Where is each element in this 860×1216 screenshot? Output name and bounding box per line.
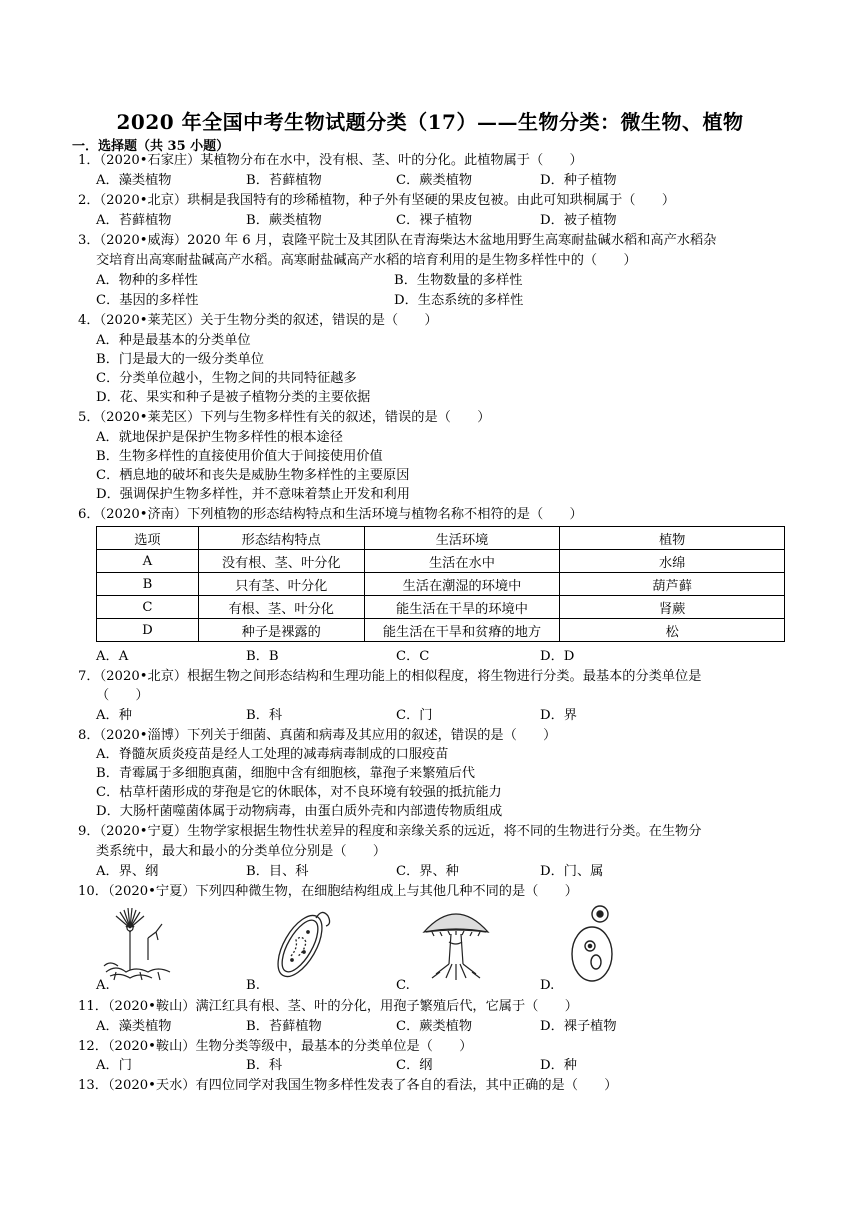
- option-a: A．种: [96, 708, 132, 723]
- option-a: A．苔藓植物: [96, 213, 172, 228]
- figure-label-b: B.: [246, 978, 260, 993]
- option-d: D．裸子植物: [540, 1019, 617, 1034]
- table-cell: 能生活在干旱的环境中: [364, 596, 560, 619]
- option-a: A．门: [96, 1058, 132, 1073]
- question-10-stem: 10．（2020•宁夏）下列四种微生物，在细胞结构组成上与其他几种不同的是（ ）: [78, 884, 578, 899]
- option-a: A．种是最基本的分类单位: [96, 333, 251, 348]
- table-cell: 葫芦藓: [560, 573, 785, 596]
- option-c: C．栖息地的破坏和丧失是威胁生物多样性的主要原因: [96, 468, 410, 483]
- question-9-stem-line2: 类系统中，最大和最小的分类单位分别是（ ）: [96, 844, 387, 859]
- question-7-stem-line2: （ ）: [96, 688, 149, 703]
- question-8-stem: 8．（2020•淄博）下列关于细菌、真菌和病毒及其应用的叙述，错误的是（ ）: [78, 728, 557, 743]
- figure-label-d: D.: [540, 978, 555, 993]
- table-cell: 肾蕨: [560, 596, 785, 619]
- option-b: B．苔藓植物: [246, 173, 322, 188]
- table-row: [97, 550, 785, 573]
- question-6-stem: 6．（2020•济南）下列植物的形态结构特点和生活环境与植物名称不相符的是（ ）: [78, 507, 583, 522]
- option-c: C．基因的多样性: [96, 293, 199, 308]
- table-cell: A: [97, 550, 199, 573]
- option-a: A．界、纲: [96, 864, 159, 879]
- option-b: B．门是最大的一级分类单位: [96, 352, 264, 367]
- option-c: C．C: [396, 649, 430, 664]
- table-header-row: [97, 527, 785, 550]
- option-d: D．种子植物: [540, 173, 617, 188]
- question-3-stem-line2: 交培育出高寒耐盐碱高产水稻。高寒耐盐碱高产水稻的培育利用的是生物多样性中的（ ）: [96, 253, 637, 268]
- table-header-cell: 形态结构特点: [198, 527, 364, 550]
- option-c: C．纲: [396, 1058, 433, 1073]
- table-header-cell: 选项: [97, 527, 199, 550]
- question-9-stem-line1: 9．（2020•宁夏）生物学家根据生物性状差异的程度和亲缘关系的远近，将不同的生物进行分类。在生物分: [78, 824, 702, 839]
- option-d: D．生态系统的多样性: [394, 293, 524, 308]
- option-b: B．生物数量的多样性: [394, 273, 523, 288]
- option-d: D．种: [540, 1058, 577, 1073]
- table-cell: 生活在潮湿的环境中: [364, 573, 560, 596]
- table-row: [97, 619, 785, 642]
- option-d: D．界: [540, 708, 577, 723]
- option-b: B．科: [246, 1058, 283, 1073]
- table-cell: 有根、茎、叶分化: [198, 596, 364, 619]
- table-header-cell: 植物: [560, 527, 785, 550]
- figure-label-c: C.: [396, 978, 410, 993]
- table-cell: 水绵: [560, 550, 785, 573]
- figure-c: [396, 902, 526, 994]
- document-title: 2020 年全国中考生物试题分类（17）——生物分类：微生物、植物: [116, 110, 744, 134]
- table-cell: 能生活在干旱和贫瘠的地方: [364, 619, 560, 642]
- table-cell: 种子是裸露的: [198, 619, 364, 642]
- question-2-stem: 2．（2020•北京）珙桐是我国特有的珍稀植物，种子外有坚硬的果皮包被。由此可知珙桐属于（ ）: [78, 193, 676, 208]
- question-7-stem-line1: 7．（2020•北京）根据生物之间形态结构和生理功能上的相似程度，将生物进行分类。最基本的分类单位是: [78, 669, 702, 684]
- table-header-cell: 生活环境: [364, 527, 560, 550]
- option-d: D．大肠杆菌噬菌体属于动物病毒，由蛋白质外壳和内部遗传物质组成: [96, 804, 503, 819]
- table-row: [97, 596, 785, 619]
- mushroom-icon: [396, 902, 516, 982]
- option-c: C．蕨类植物: [396, 173, 473, 188]
- option-c: C．裸子植物: [396, 213, 473, 228]
- figure-a: [96, 902, 206, 994]
- option-a: A．藻类植物: [96, 173, 172, 188]
- option-a: A．就地保护是保护生物多样性的根本途径: [96, 430, 343, 445]
- option-a: A．物种的多样性: [96, 273, 198, 288]
- question-5-stem: 5．（2020•莱芜区）下列与生物多样性有关的叙述，错误的是（ ）: [78, 410, 491, 425]
- table-row: [97, 573, 785, 596]
- table-cell: 生活在水中: [364, 550, 560, 573]
- option-b: B．科: [246, 708, 283, 723]
- option-a: A．藻类植物: [96, 1019, 172, 1034]
- figure-b: [246, 902, 366, 994]
- figure-label-a: A.: [96, 978, 110, 993]
- section-heading: 一．选择题（共 35 小题）: [72, 139, 230, 154]
- question-4-stem: 4．（2020•莱芜区）关于生物分类的叙述，错误的是（ ）: [78, 313, 438, 328]
- option-d: D．花、果实和种子是被子植物分类的主要依据: [96, 390, 371, 405]
- option-a: A．A: [96, 649, 129, 664]
- option-b: B．生物多样性的直接使用价值大于间接使用价值: [96, 449, 383, 464]
- question-6-table: [96, 526, 785, 642]
- question-10-figures: [96, 902, 785, 994]
- option-b: B．青霉属于多细胞真菌，细胞中含有细胞核，靠孢子来繁殖后代: [96, 766, 475, 781]
- option-a: A．脊髓灰质炎疫苗是经人工处理的减毒病毒制成的口服疫苗: [96, 747, 449, 762]
- option-d: D．强调保护生物多样性，并不意味着禁止开发和利用: [96, 487, 410, 502]
- question-1-stem: 1．（2020•石家庄）某植物分布在水中，没有根、茎、叶的分化。此植物属于（ ）: [78, 153, 583, 168]
- table-cell: B: [97, 573, 199, 596]
- table-cell: C: [97, 596, 199, 619]
- option-c: C．门: [396, 708, 433, 723]
- option-c: C．枯草杆菌形成的芽孢是它的休眠体，对不良环境有较强的抵抗能力: [96, 785, 502, 800]
- option-b: B．蕨类植物: [246, 213, 322, 228]
- option-d: D．被子植物: [540, 213, 617, 228]
- table-cell: 只有茎、叶分化: [198, 573, 364, 596]
- option-b: B．目、科: [246, 864, 309, 879]
- option-d: D．D: [540, 649, 575, 664]
- option-b: B．B: [246, 649, 279, 664]
- question-3-stem-line1: 3．（2020•威海）2020 年 6 月，袁隆平院士及其团队在青海柴达木盆地用野生高寒耐盐碱水稻和高产水稻杂: [78, 233, 717, 248]
- question-11-stem: 11．（2020•鞍山）满江红具有根、茎、叶的分化，用孢子繁殖后代，它属于（ ）: [78, 999, 578, 1014]
- mold-icon: [96, 902, 196, 982]
- option-c: C．分类单位越小，生物之间的共同特征越多: [96, 371, 357, 386]
- option-d: D．门、属: [540, 864, 604, 879]
- yeast-icon: [540, 902, 630, 984]
- table-cell: D: [97, 619, 199, 642]
- figure-d: [540, 902, 640, 994]
- option-b: B．苔藓植物: [246, 1019, 322, 1034]
- question-13-stem: 13．（2020•天水）有四位同学对我国生物多样性发表了各自的看法，其中正确的是（ ）: [78, 1078, 618, 1093]
- option-c: C．界、种: [396, 864, 459, 879]
- table-cell: 没有根、茎、叶分化: [198, 550, 364, 573]
- bacterium-icon: [246, 902, 356, 982]
- table-cell: 松: [560, 619, 785, 642]
- question-12-stem: 12．（2020•鞍山）生物分类等级中，最基本的分类单位是（ ）: [78, 1039, 473, 1054]
- option-c: C．蕨类植物: [396, 1019, 473, 1034]
